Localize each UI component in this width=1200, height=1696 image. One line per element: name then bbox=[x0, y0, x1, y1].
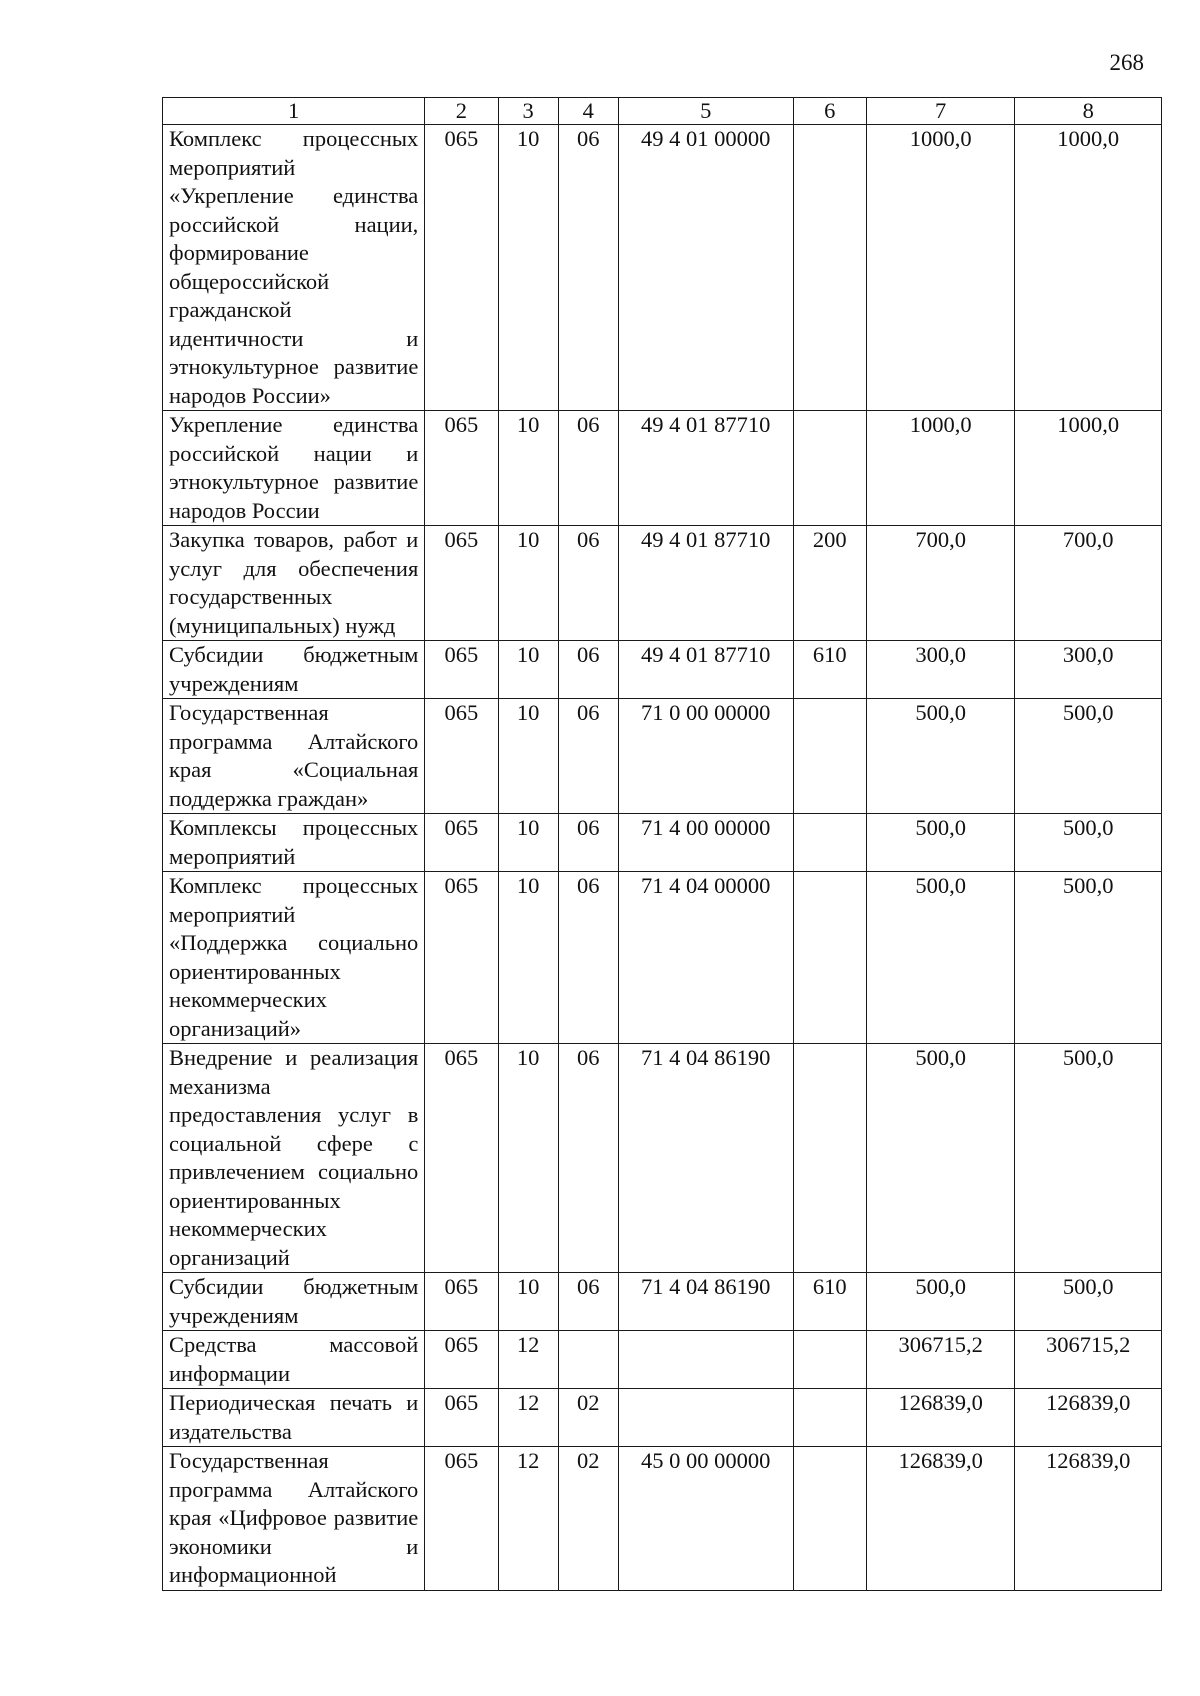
row-name-cell: Субсидии бюджетным учреждениям bbox=[163, 641, 425, 699]
amount-cell-1: 700,0 bbox=[866, 526, 1015, 641]
target-article-cell: 71 4 04 86190 bbox=[618, 1044, 793, 1273]
section-code-cell: 10 bbox=[498, 872, 558, 1044]
expense-type-cell bbox=[793, 699, 866, 814]
department-code-cell: 065 bbox=[425, 411, 498, 526]
amount-cell-2: 500,0 bbox=[1015, 699, 1162, 814]
subsection-code-cell: 06 bbox=[558, 1273, 618, 1331]
amount-cell-1: 500,0 bbox=[866, 814, 1015, 872]
table-row bbox=[163, 699, 1162, 814]
section-code-cell: 10 bbox=[498, 1044, 558, 1273]
column-header-2: 2 bbox=[425, 98, 498, 125]
target-article-cell: 71 4 04 86190 bbox=[618, 1273, 793, 1331]
department-code-cell: 065 bbox=[425, 1447, 498, 1591]
amount-cell-2: 700,0 bbox=[1015, 526, 1162, 641]
amount-cell-1: 300,0 bbox=[866, 641, 1015, 699]
department-code-cell: 065 bbox=[425, 526, 498, 641]
expense-type-cell bbox=[793, 814, 866, 872]
table-row bbox=[163, 1447, 1162, 1591]
budget-table bbox=[162, 97, 1162, 1591]
subsection-code-cell: 02 bbox=[558, 1389, 618, 1447]
section-code-cell: 12 bbox=[498, 1331, 558, 1389]
section-code-cell: 10 bbox=[498, 641, 558, 699]
row-name-cell: Внедрение и реализация механизма предоставления услуг в социальной сфере с привлечением социально ориентированных некоммерческих организаций bbox=[163, 1044, 425, 1273]
amount-cell-2: 500,0 bbox=[1015, 814, 1162, 872]
row-name-cell: Государственная программа Алтайского края «Цифровое развитие экономики и информационной bbox=[163, 1447, 425, 1591]
expense-type-cell: 610 bbox=[793, 641, 866, 699]
amount-cell-1: 500,0 bbox=[866, 699, 1015, 814]
subsection-code-cell: 06 bbox=[558, 872, 618, 1044]
section-code-cell: 10 bbox=[498, 411, 558, 526]
row-name-cell: Государственная программа Алтайского края «Социальная поддержка граждан» bbox=[163, 699, 425, 814]
amount-cell-2: 500,0 bbox=[1015, 1044, 1162, 1273]
table-row bbox=[163, 125, 1162, 411]
table-body bbox=[163, 125, 1162, 1591]
page-number: 268 bbox=[1109, 50, 1144, 75]
amount-cell-1: 1000,0 bbox=[866, 125, 1015, 411]
department-code-cell: 065 bbox=[425, 1331, 498, 1389]
expense-type-cell bbox=[793, 1331, 866, 1389]
target-article-cell: 71 0 00 00000 bbox=[618, 699, 793, 814]
header-row bbox=[163, 98, 1162, 125]
amount-cell-2: 500,0 bbox=[1015, 872, 1162, 1044]
amount-cell-1: 1000,0 bbox=[866, 411, 1015, 526]
row-name-cell: Субсидии бюджетным учреждениям bbox=[163, 1273, 425, 1331]
department-code-cell: 065 bbox=[425, 1044, 498, 1273]
column-header-5: 5 bbox=[618, 98, 793, 125]
amount-cell-2: 126839,0 bbox=[1015, 1447, 1162, 1591]
subsection-code-cell: 06 bbox=[558, 814, 618, 872]
table-row bbox=[163, 641, 1162, 699]
subsection-code-cell: 06 bbox=[558, 125, 618, 411]
department-code-cell: 065 bbox=[425, 872, 498, 1044]
section-code-cell: 10 bbox=[498, 814, 558, 872]
expense-type-cell bbox=[793, 1044, 866, 1273]
target-article-cell: 45 0 00 00000 bbox=[618, 1447, 793, 1591]
row-name-cell: Комплекс процессных мероприятий «Поддержка социально ориентированных некоммерческих организаций» bbox=[163, 872, 425, 1044]
column-header-8: 8 bbox=[1015, 98, 1162, 125]
amount-cell-2: 1000,0 bbox=[1015, 125, 1162, 411]
table-row bbox=[163, 1389, 1162, 1447]
section-code-cell: 12 bbox=[498, 1447, 558, 1591]
amount-cell-2: 500,0 bbox=[1015, 1273, 1162, 1331]
table-row bbox=[163, 1273, 1162, 1331]
target-article-cell bbox=[618, 1331, 793, 1389]
expense-type-cell bbox=[793, 872, 866, 1044]
target-article-cell: 49 4 01 87710 bbox=[618, 641, 793, 699]
section-code-cell: 10 bbox=[498, 699, 558, 814]
expense-type-cell bbox=[793, 411, 866, 526]
table-row bbox=[163, 1331, 1162, 1389]
expense-type-cell bbox=[793, 1447, 866, 1591]
row-name-cell: Комплекс процессных мероприятий «Укрепление единства российской нации, формирование общероссийской гражданской идентичности и этнокультурное развитие народов России» bbox=[163, 125, 425, 411]
amount-cell-2: 1000,0 bbox=[1015, 411, 1162, 526]
amount-cell-1: 500,0 bbox=[866, 1044, 1015, 1273]
expense-type-cell bbox=[793, 1389, 866, 1447]
table-header bbox=[163, 98, 1162, 125]
department-code-cell: 065 bbox=[425, 699, 498, 814]
subsection-code-cell: 06 bbox=[558, 641, 618, 699]
target-article-cell bbox=[618, 1389, 793, 1447]
target-article-cell: 71 4 04 00000 bbox=[618, 872, 793, 1044]
amount-cell-1: 306715,2 bbox=[866, 1331, 1015, 1389]
section-code-cell: 10 bbox=[498, 125, 558, 411]
department-code-cell: 065 bbox=[425, 1273, 498, 1331]
subsection-code-cell: 06 bbox=[558, 699, 618, 814]
table-row bbox=[163, 411, 1162, 526]
target-article-cell: 49 4 01 87710 bbox=[618, 526, 793, 641]
section-code-cell: 10 bbox=[498, 526, 558, 641]
row-name-cell: Средства массовой информации bbox=[163, 1331, 425, 1389]
row-name-cell: Комплексы процессных мероприятий bbox=[163, 814, 425, 872]
expense-type-cell: 200 bbox=[793, 526, 866, 641]
subsection-code-cell: 06 bbox=[558, 411, 618, 526]
table-row bbox=[163, 814, 1162, 872]
column-header-6: 6 bbox=[793, 98, 866, 125]
amount-cell-1: 126839,0 bbox=[866, 1389, 1015, 1447]
amount-cell-1: 500,0 bbox=[866, 872, 1015, 1044]
section-code-cell: 12 bbox=[498, 1389, 558, 1447]
column-header-3: 3 bbox=[498, 98, 558, 125]
table-row bbox=[163, 1044, 1162, 1273]
row-name-cell: Укрепление единства российской нации и этнокультурное развитие народов России bbox=[163, 411, 425, 526]
amount-cell-1: 126839,0 bbox=[866, 1447, 1015, 1591]
subsection-code-cell: 02 bbox=[558, 1447, 618, 1591]
table-row bbox=[163, 526, 1162, 641]
subsection-code-cell bbox=[558, 1331, 618, 1389]
expense-type-cell: 610 bbox=[793, 1273, 866, 1331]
table-row bbox=[163, 872, 1162, 1044]
section-code-cell: 10 bbox=[498, 1273, 558, 1331]
row-name-cell: Закупка товаров, работ и услуг для обеспечения государственных (муниципальных) нужд bbox=[163, 526, 425, 641]
column-header-1: 1 bbox=[163, 98, 425, 125]
amount-cell-2: 300,0 bbox=[1015, 641, 1162, 699]
column-header-7: 7 bbox=[866, 98, 1015, 125]
amount-cell-2: 306715,2 bbox=[1015, 1331, 1162, 1389]
target-article-cell: 71 4 00 00000 bbox=[618, 814, 793, 872]
department-code-cell: 065 bbox=[425, 1389, 498, 1447]
department-code-cell: 065 bbox=[425, 814, 498, 872]
target-article-cell: 49 4 01 00000 bbox=[618, 125, 793, 411]
expense-type-cell bbox=[793, 125, 866, 411]
row-name-cell: Периодическая печать и издательства bbox=[163, 1389, 425, 1447]
subsection-code-cell: 06 bbox=[558, 1044, 618, 1273]
target-article-cell: 49 4 01 87710 bbox=[618, 411, 793, 526]
amount-cell-2: 126839,0 bbox=[1015, 1389, 1162, 1447]
department-code-cell: 065 bbox=[425, 641, 498, 699]
subsection-code-cell: 06 bbox=[558, 526, 618, 641]
column-header-4: 4 bbox=[558, 98, 618, 125]
department-code-cell: 065 bbox=[425, 125, 498, 411]
amount-cell-1: 500,0 bbox=[866, 1273, 1015, 1331]
